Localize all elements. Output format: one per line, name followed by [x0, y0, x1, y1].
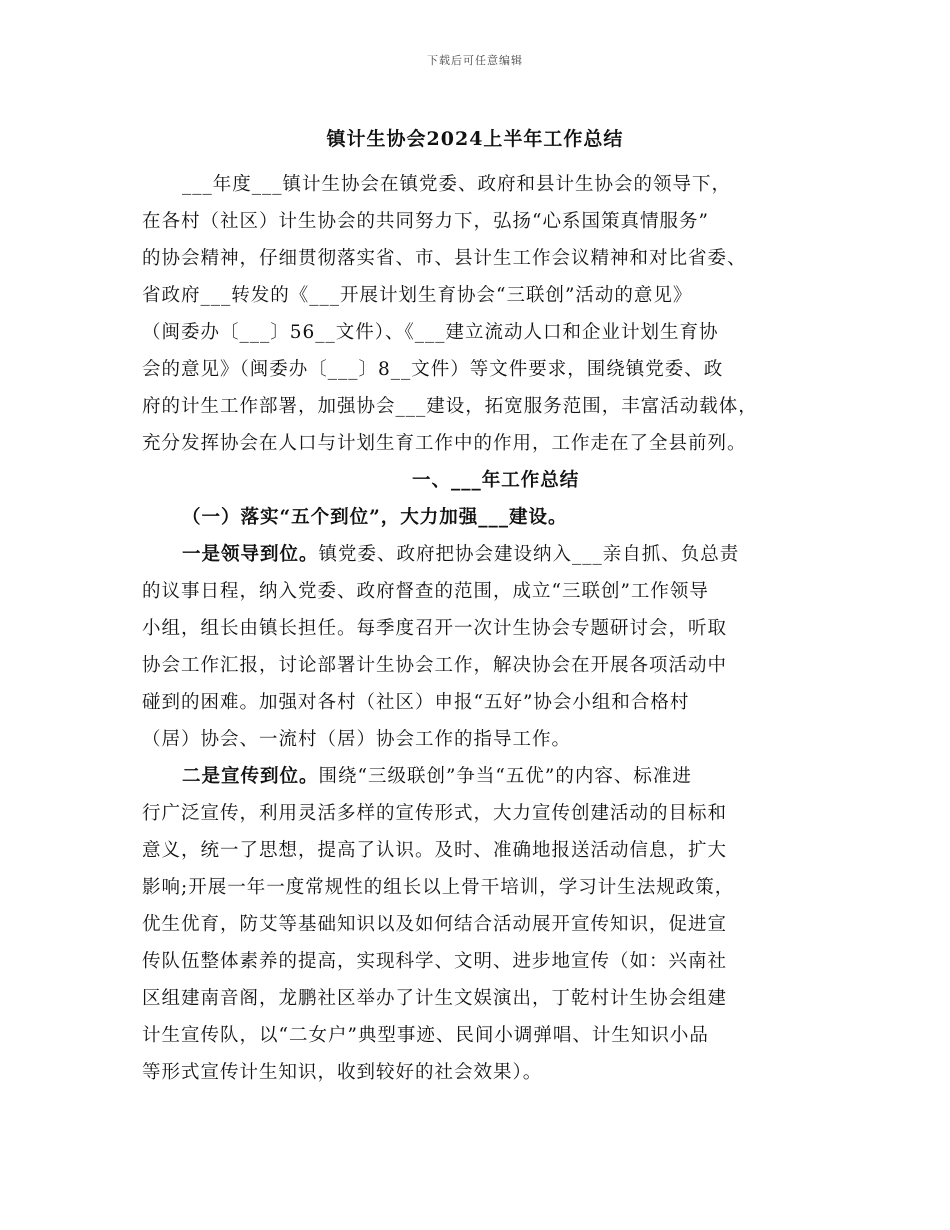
paragraph-line: 等形式宣传计生知识，收到较好的社会效果）。	[142, 1062, 543, 1083]
section-heading: 一、___年工作总结	[412, 470, 580, 491]
paragraph-line: 传队伍整体素养的提高，实现科学、文明、进步地宣传（如：兴南社	[142, 951, 728, 972]
paragraph-line: 协会工作汇报，讨论部署计生协会工作，解决协会在开展各项活动中	[142, 655, 728, 676]
paragraph-line: 意义，统一了思想，提高了认识。及时、准确地报送活动信息，扩大	[142, 840, 728, 861]
paragraph-line: 的议事日程，纳入党委、政府督查的范围，成立“三联创”工作领导	[142, 581, 709, 602]
document-body	[142, 166, 812, 1091]
paragraph-lead: 一是领导到位。	[182, 544, 319, 565]
paragraph-line: 影响;开展一年一度常规性的组长以上骨干培训，学习计生法规政策，	[142, 877, 735, 898]
paragraph-first-line	[142, 758, 812, 795]
paragraph-lead: 二是宣传到位。	[182, 766, 319, 787]
intro-line: 的协会精神，仔细贯彻落实省、市、县计生工作会议精神和对比省委、	[142, 248, 747, 269]
paragraph-line: 行广泛宣传，利用灵活多样的宣传形式，大力宣传创建活动的目标和	[142, 803, 728, 824]
intro-line: 省政府___转发的《___开展计划生育协会“三联创”活动的意见》	[142, 285, 693, 306]
paragraph-line: 优生优育，防艾等基础知识以及如何结合活动展开宣传知识，促进宣	[142, 914, 728, 935]
document-title: 镇计生协会2024上半年工作总结	[326, 128, 624, 150]
header-note: 下载后可任意编辑	[427, 54, 523, 67]
intro-line: 府的计生工作部署，加强协会___建设，拓宽服务范围，丰富活动载体，	[142, 396, 758, 417]
intro-line: 充分发挥协会在人口与计划生育工作中的作用，工作走在了全县前列。	[142, 433, 747, 454]
paragraph-line: 小组，组长由镇长担任。每季度召开一次计生协会专题研讨会，听取	[142, 618, 728, 639]
intro-line: （闽委办〔___〕56__文件）、《___建立流动人口和企业计划生育协	[142, 322, 719, 343]
subsection-heading: （一）落实“五个到位”，大力加强___建设。	[182, 507, 568, 528]
intro-line: 在各村（社区）计生协会的共同努力下，弘扬“心系国策真情服务”	[142, 211, 709, 232]
paragraph-first-line	[142, 536, 812, 573]
paragraph-text: 围绕“三级联创”争当“五优”的内容、标准进	[318, 766, 692, 787]
paragraph-line: 碰到的困难。加强对各村（社区）申报“五好”协会小组和合格村	[142, 692, 690, 713]
paragraph-line: 计生宣传队，以“二女户”典型事迹、民间小调弹唱、计生知识小品	[142, 1025, 709, 1046]
paragraph-line: 区组建南音阁，龙鹏社区举办了计生文娱演出，丁乾村计生协会组建	[142, 988, 728, 1009]
paragraph-text: 镇党委、政府把协会建设纳入___亲自抓、负总责	[318, 544, 740, 565]
intro-line: ___年度___镇计生协会在镇党委、政府和县计生协会的领导下，	[182, 174, 732, 195]
paragraph-line: （居）协会、一流村（居）协会工作的指导工作。	[142, 729, 572, 750]
intro-line: 会的意见》（闽委办〔___〕8__文件）等文件要求，围绕镇党委、政	[142, 359, 724, 380]
